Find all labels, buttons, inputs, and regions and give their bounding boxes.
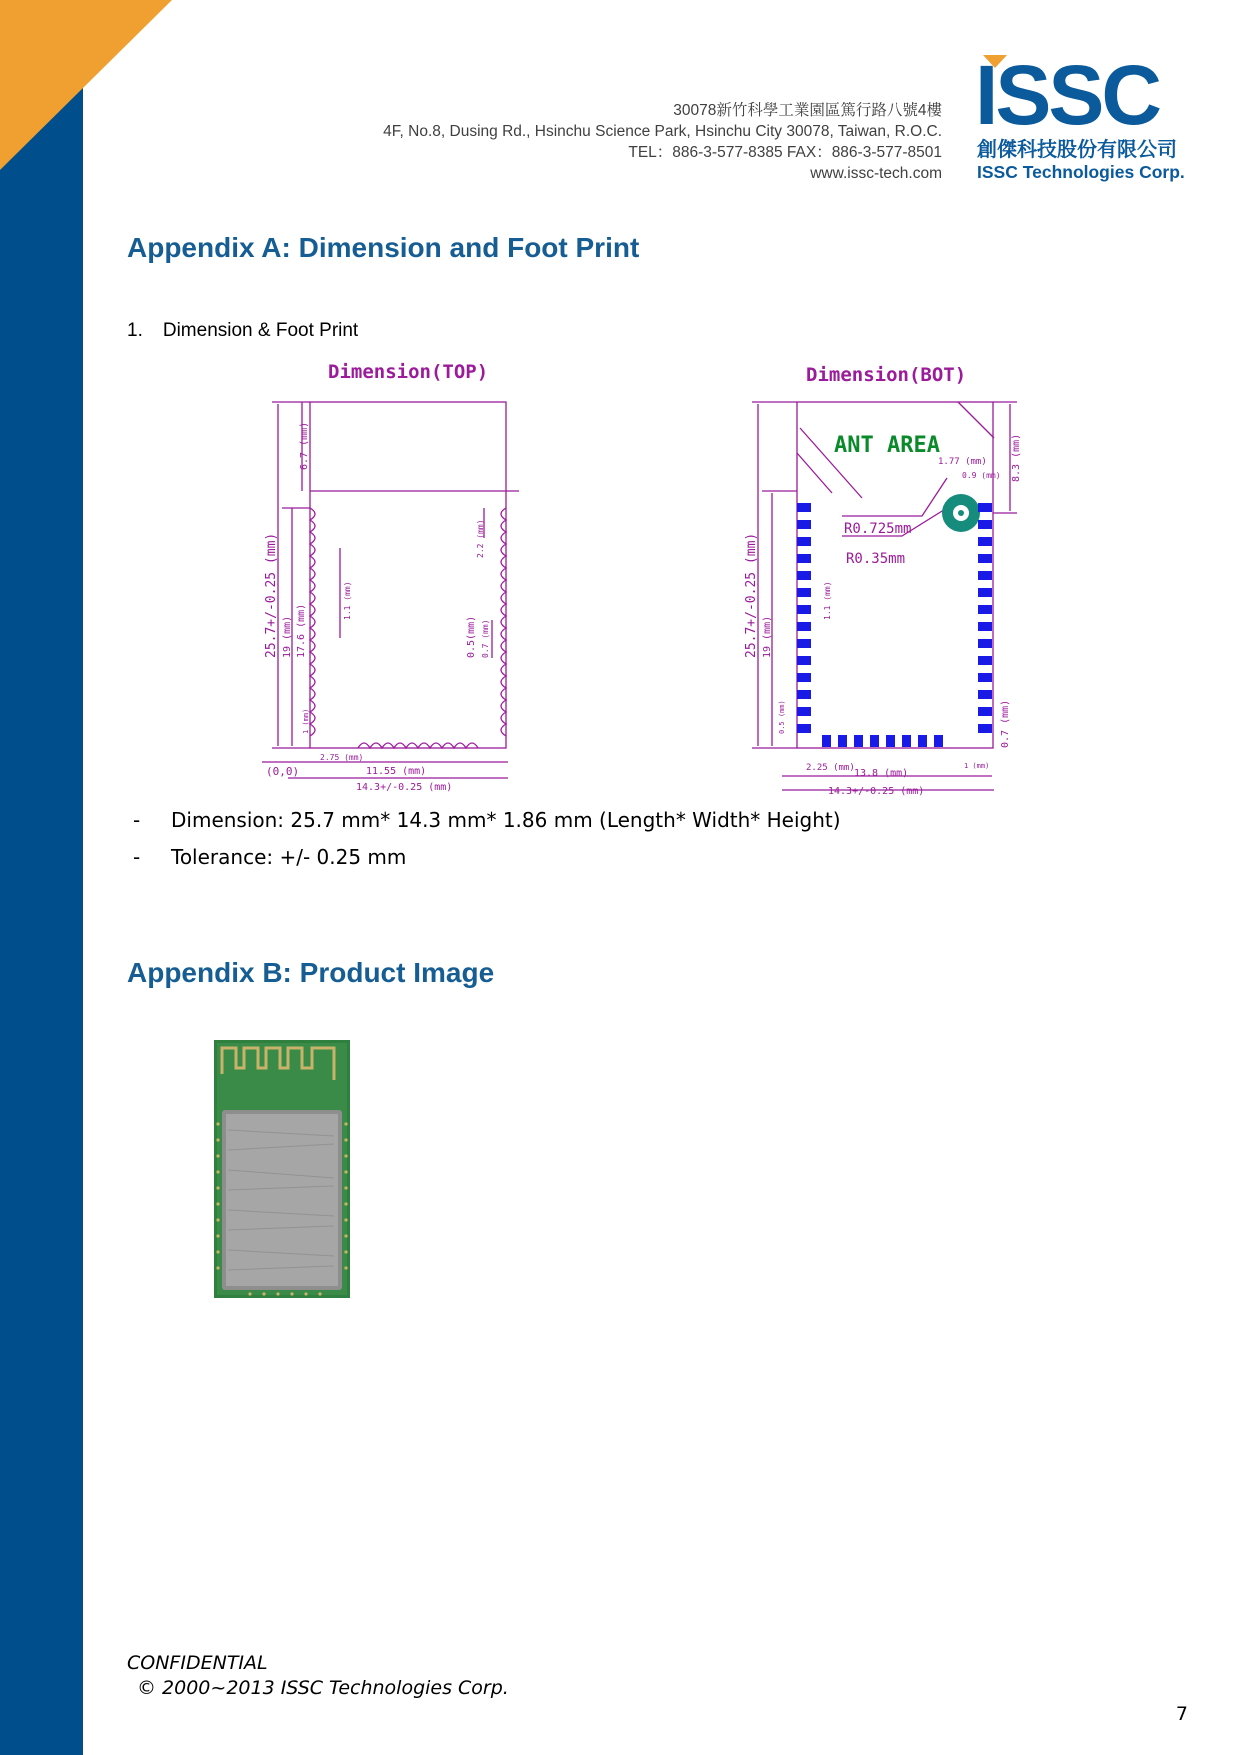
- item-number: 1.: [127, 320, 143, 341]
- dimension-bot-diagram: [742, 358, 1042, 803]
- dim-label: 1.77 (mm): [938, 457, 987, 467]
- dim-label: 2.75 (mm): [320, 753, 364, 762]
- bullet-marker: -: [133, 808, 141, 832]
- bullet-item: [133, 845, 407, 869]
- dim-label: 1 (mm): [964, 762, 990, 770]
- contact-info: TEL：886-3-577-8385 FAX：886-3-577-8501: [628, 144, 942, 161]
- logo-text: ISSC: [975, 52, 1160, 142]
- address-en: 4F, No.8, Dusing Rd., Hsinchu Science Park, Hsinchu City 30078, Taiwan, R.O.C.: [383, 123, 942, 140]
- page-number: 7: [1175, 1703, 1188, 1725]
- dimension-top-diagram: [262, 358, 527, 798]
- diagram-bot-title: Dimension(BOT): [806, 364, 967, 386]
- diagram-top-title: Dimension(TOP): [328, 361, 489, 383]
- dim-label: 0.5(mm): [466, 615, 477, 658]
- dim-label: 8.3 (mm): [1011, 433, 1022, 482]
- dim-label: 13.8 (mm): [854, 768, 909, 779]
- ant-area-label: ANT AREA: [834, 433, 940, 458]
- bullet-text: Dimension: 25.7 mm* 14.3 mm* 1.86 mm (Length* Width* Height): [171, 808, 841, 832]
- copyright: © 2000~2013 ISSC Technologies Corp.: [137, 1677, 509, 1699]
- bullet-marker: -: [133, 845, 141, 869]
- dim-label: 14.3+/-0.25 (mm): [356, 782, 453, 793]
- website: www.issc-tech.com: [810, 165, 942, 182]
- dim-label: 0.5 (mm): [778, 700, 786, 734]
- side-bar-decoration: [0, 0, 83, 1755]
- issc-logo: [975, 52, 1195, 184]
- dim-label: 19 (mm): [762, 615, 773, 658]
- dim-label: 19 (mm): [282, 615, 293, 658]
- dim-label: 2.2 (mm): [476, 519, 485, 558]
- logo-english: ISSC Technologies Corp.: [977, 162, 1185, 182]
- dim-label: 0.7 (mm): [481, 619, 490, 658]
- bullet-text: Tolerance: +/- 0.25 mm: [171, 845, 407, 869]
- address-cn: 30078新竹科學工業園區篤行路八號4樓: [673, 102, 942, 119]
- dim-label: 0.7 (mm): [1000, 699, 1011, 748]
- dim-label: 14.3+/-0.25 (mm): [828, 786, 925, 797]
- dim-label: 2.25 (mm): [806, 763, 855, 773]
- logo-chinese: 創傑科技股份有限公司: [977, 137, 1177, 161]
- dim-label: 1.1 (mm): [343, 581, 352, 620]
- company-address: [383, 100, 942, 184]
- dim-label: 1.1 (mm): [823, 581, 832, 620]
- list-item: [127, 320, 358, 342]
- dim-label: 17.6 (mm): [296, 603, 307, 658]
- corner-decoration: [0, 0, 180, 200]
- bullet-item: [133, 808, 841, 832]
- dim-label: R0.35mm: [846, 551, 906, 567]
- product-image: [214, 1040, 350, 1298]
- origin-label: (0,0): [266, 765, 300, 778]
- dim-label: R0.725mm: [844, 521, 912, 537]
- dim-label: 1 (mm): [302, 708, 310, 734]
- dim-label: 11.55 (mm): [366, 766, 427, 777]
- item-label: Dimension & Foot Print: [162, 320, 359, 341]
- dim-label: 25.7+/-0.25 (mm): [264, 532, 279, 658]
- dim-label: 6.7 (mm): [299, 421, 310, 470]
- appendix-b-title: Appendix B: Product Image: [127, 957, 495, 988]
- appendix-a-title: Appendix A: Dimension and Foot Print: [127, 232, 640, 263]
- confidential-label: CONFIDENTIAL: [127, 1652, 268, 1674]
- dim-label: 0.9 (mm): [962, 471, 1001, 480]
- dim-label: 25.7+/-0.25 (mm): [744, 532, 759, 658]
